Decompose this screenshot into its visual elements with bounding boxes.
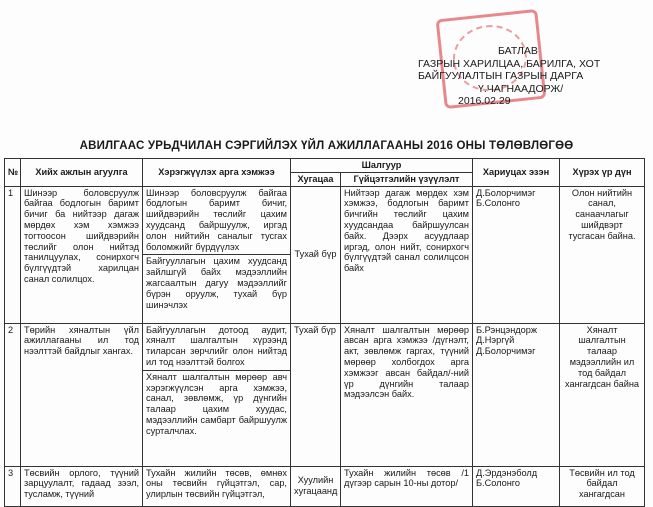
- row-indicator: Нийтээр дагаж мөрдөх хэм хэмжээ, бодлогын баримт бичгийн төслийг цахим хуудсандаа байршуулсан байх. Дээрх асуудлаар иргэд, олон нийт, сонирхогч бүлгүүдтэй санал солилцсон байх: [341, 186, 473, 323]
- header-deadline: Хугацаа: [291, 172, 341, 186]
- header-responsible: Хариуцах эзэн: [473, 159, 560, 187]
- row-activity: Төсвийн орлого, түүний зарцуулалт, гадаад зээл, тусламж, түүний: [21, 466, 143, 506]
- approval-date: 2016.02.29: [458, 95, 511, 107]
- row-measure-item: Байгууллагын дотоод аудит, хяналт шалгалтын хүрээнд тиларсан зөрчлийг олон нийтэд ил тод нээлттэй болгох: [146, 324, 287, 367]
- row-measures: Тухайн жилийн төсөв, өмнөх оны төсвийн гүйцэтгэл, сар, улирлын төсвийн гүйцэтгэл,: [143, 466, 291, 506]
- row-deadline: Тухай бүр: [291, 323, 341, 466]
- row-responsible: Д.Болорчимэг Б.Солонго: [473, 186, 560, 323]
- document-title: АВИЛГААС УРЬДЧИЛАН СЭРГИЙЛЭХ ҮЙЛ АЖИЛЛАГААНЫ 2016 ОНЫ ТӨЛӨВЛӨГӨӨ: [79, 140, 574, 152]
- header-indicator: Гүйцэтгэлийн үзүүлэлт: [341, 172, 473, 186]
- row-measures: [143, 323, 291, 466]
- row-deadline: Хуулийн хугацаанд: [291, 466, 341, 506]
- approval-heading: БАТЛАВ: [498, 45, 538, 57]
- table-row: [5, 323, 645, 466]
- row-num: 3: [5, 466, 21, 506]
- row-measures: [143, 186, 291, 323]
- header-num: №: [5, 159, 21, 187]
- row-indicator: Тухайн жилийн төсөв /1 дүгээр сарын 10-ны дотор/: [341, 466, 473, 506]
- row-activity: Шинээр боловсруулж байгаа бодлогын баримт бичиг ба нийтээр дагаж мөрдөх хэм хэмжээ тогтоосон шийдвэрийн төслийг олон нийтэд танилцуулах, сонирхогч бүлгүүдтэй харилцан санал солилцох.: [21, 186, 143, 323]
- table-row: [5, 186, 645, 323]
- approval-block: [418, 45, 643, 108]
- row-num: 1: [5, 186, 21, 323]
- approval-line2: БАЙГУУЛАЛТЫН ГАЗРЫН ДАРГА: [418, 70, 584, 82]
- approval-line1: ГАЗРЫН ХАРИЛЦАА, БАРИЛГА, ХОТ: [418, 57, 601, 70]
- row-result: Олон нийтийн санал, санаачлагыг шийдвэрт тусгасан байна.: [560, 186, 645, 323]
- table-header-row: [5, 159, 645, 173]
- header-monitoring: Шалгуур: [291, 159, 473, 173]
- row-measure-item: Байгууллагын цахим хуудсанд зайлшгүй байх мэдээллийн жагсаалтын дагуу мэдээллийг бүрэн оруулж, тухай бүр шинэчлэх: [143, 254, 290, 310]
- approval-signer: Ү.ЧАГНААДОРЖ/: [478, 82, 564, 95]
- header-result: Хүрэх үр дүн: [560, 159, 645, 187]
- row-responsible: Д.Эрдэнэболд Б.Солонго: [473, 466, 560, 506]
- row-result: Хяналт шалгалтын талаар мэдээллийн ил тод байдал хангагдсан байна: [560, 323, 645, 466]
- header-measures: Хэрэгжүүлэх арга хэмжээ: [143, 159, 291, 187]
- row-deadline: Тухай бүр: [291, 186, 341, 323]
- row-num: 2: [5, 323, 21, 466]
- plan-table: [4, 158, 645, 507]
- row-result: Төсвийн ил тод байдал хангагдсан: [560, 466, 645, 506]
- table-row: [5, 466, 645, 506]
- row-activity: Төрийн хяналтын үйл ажиллагааны ил тод нээлттэй байдлыг хангах.: [21, 323, 143, 466]
- row-indicator: Хяналт шалгалтын мөрөөр авсан арга хэмжээ /дүгнэлт, акт, зөвлөмж гаргах, түүний мөрөөр холбогдох арга хэмжээг авсан байдал/-ний үр дүнгийн талаар мэдээлсэн байх.: [341, 323, 473, 466]
- row-measure-item: Шинээр боловсруулж байгаа бодлогын баримт бичиг, шийдвэрийн төслийг цахим хуудсанд байршуулж, иргэд олон нийтийн саналыг тусгах боломжийг бүрдүүлэх: [146, 187, 287, 252]
- header-activity: Хийх ажлын агуулга: [21, 159, 143, 187]
- row-measure-item: Хяналт шалгалтын мөрөөр авч хэрэгжүүлсэн арга хэмжээ, санал, зөвлөмж, үр дүнгийн талаар цахим хуудас, мэдээллийн самбарт байршуулж сурталчлах.: [143, 370, 290, 437]
- row-responsible: Б.Рэнцэндорж Д.Нэргүй Д.Болорчимэг: [473, 323, 560, 466]
